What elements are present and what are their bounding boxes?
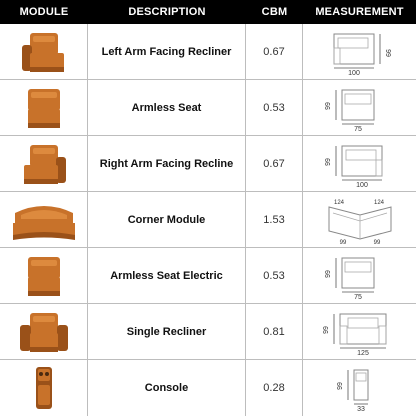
dim-width: 75 — [353, 293, 362, 300]
row-measurement — [303, 192, 416, 247]
row-description: Left Arm Facing Recliner — [88, 24, 246, 79]
single-recliner-icon — [14, 307, 74, 357]
console-icon — [14, 363, 74, 413]
header-module: MODULE — [19, 6, 69, 18]
header-description: DESCRIPTION — [128, 6, 206, 18]
dim-height: 99 — [336, 382, 344, 390]
row-measurement — [303, 360, 416, 416]
dim-height: 99 — [322, 325, 330, 334]
table-row — [0, 304, 416, 360]
module-image — [0, 248, 88, 303]
row-description: Corner Module — [88, 192, 246, 247]
row-measurement — [303, 136, 416, 191]
dim-height: 99 — [324, 269, 332, 278]
row-description: Armless Seat Electric — [88, 248, 246, 303]
right-arm-recliner-icon — [14, 139, 74, 189]
table-row — [0, 360, 416, 416]
table-row — [0, 192, 416, 248]
armless-seat-electric-icon — [14, 251, 74, 301]
module-image — [0, 136, 88, 191]
row-measurement — [303, 24, 416, 79]
dim-height: 99 — [324, 157, 332, 166]
armless-seat-icon — [14, 83, 74, 133]
dim-d: 99 — [373, 239, 380, 245]
dim-width: 100 — [355, 181, 368, 188]
row-description: Right Arm Facing Recline — [88, 136, 246, 191]
row-measurement — [303, 80, 416, 135]
corner-module-icon — [9, 195, 79, 245]
table-row — [0, 248, 416, 304]
dimension-drawing — [320, 140, 400, 188]
row-cbm: 0.67 — [246, 136, 303, 191]
row-description: Armless Seat — [88, 80, 246, 135]
dim-width: 125 — [356, 349, 369, 356]
dimension-drawing — [320, 364, 400, 412]
dim-width: 33 — [356, 406, 365, 412]
dimension-drawing — [320, 308, 400, 356]
row-description: Single Recliner — [88, 304, 246, 359]
row-cbm: 1.53 — [246, 192, 303, 247]
row-cbm: 0.81 — [246, 304, 303, 359]
row-cbm: 0.28 — [246, 360, 303, 416]
table-header — [0, 0, 416, 24]
module-image — [0, 360, 88, 416]
dimension-drawing — [320, 84, 400, 132]
module-image — [0, 80, 88, 135]
row-cbm: 0.53 — [246, 248, 303, 303]
row-description: Console — [88, 360, 246, 416]
header-cbm: CBM — [261, 6, 288, 18]
dimension-drawing — [315, 195, 405, 245]
left-arm-recliner-icon — [14, 27, 74, 77]
dim-b: 124 — [373, 199, 384, 206]
table-row — [0, 80, 416, 136]
module-image — [0, 24, 88, 79]
row-measurement — [303, 304, 416, 359]
row-cbm: 0.53 — [246, 80, 303, 135]
dimension-drawing — [320, 28, 400, 76]
module-image — [0, 192, 88, 247]
row-measurement — [303, 248, 416, 303]
table-row — [0, 136, 416, 192]
dim-height: 99 — [324, 101, 332, 110]
module-image — [0, 304, 88, 359]
header-measurement: MEASUREMENT — [315, 6, 404, 18]
dim-c: 99 — [339, 239, 346, 245]
dim-height: 99 — [383, 48, 391, 57]
dim-a: 124 — [333, 199, 344, 206]
table-row — [0, 24, 416, 80]
dimension-drawing — [320, 252, 400, 300]
dim-width: 100 — [347, 69, 360, 76]
row-cbm: 0.67 — [246, 24, 303, 79]
dim-width: 75 — [353, 125, 362, 132]
